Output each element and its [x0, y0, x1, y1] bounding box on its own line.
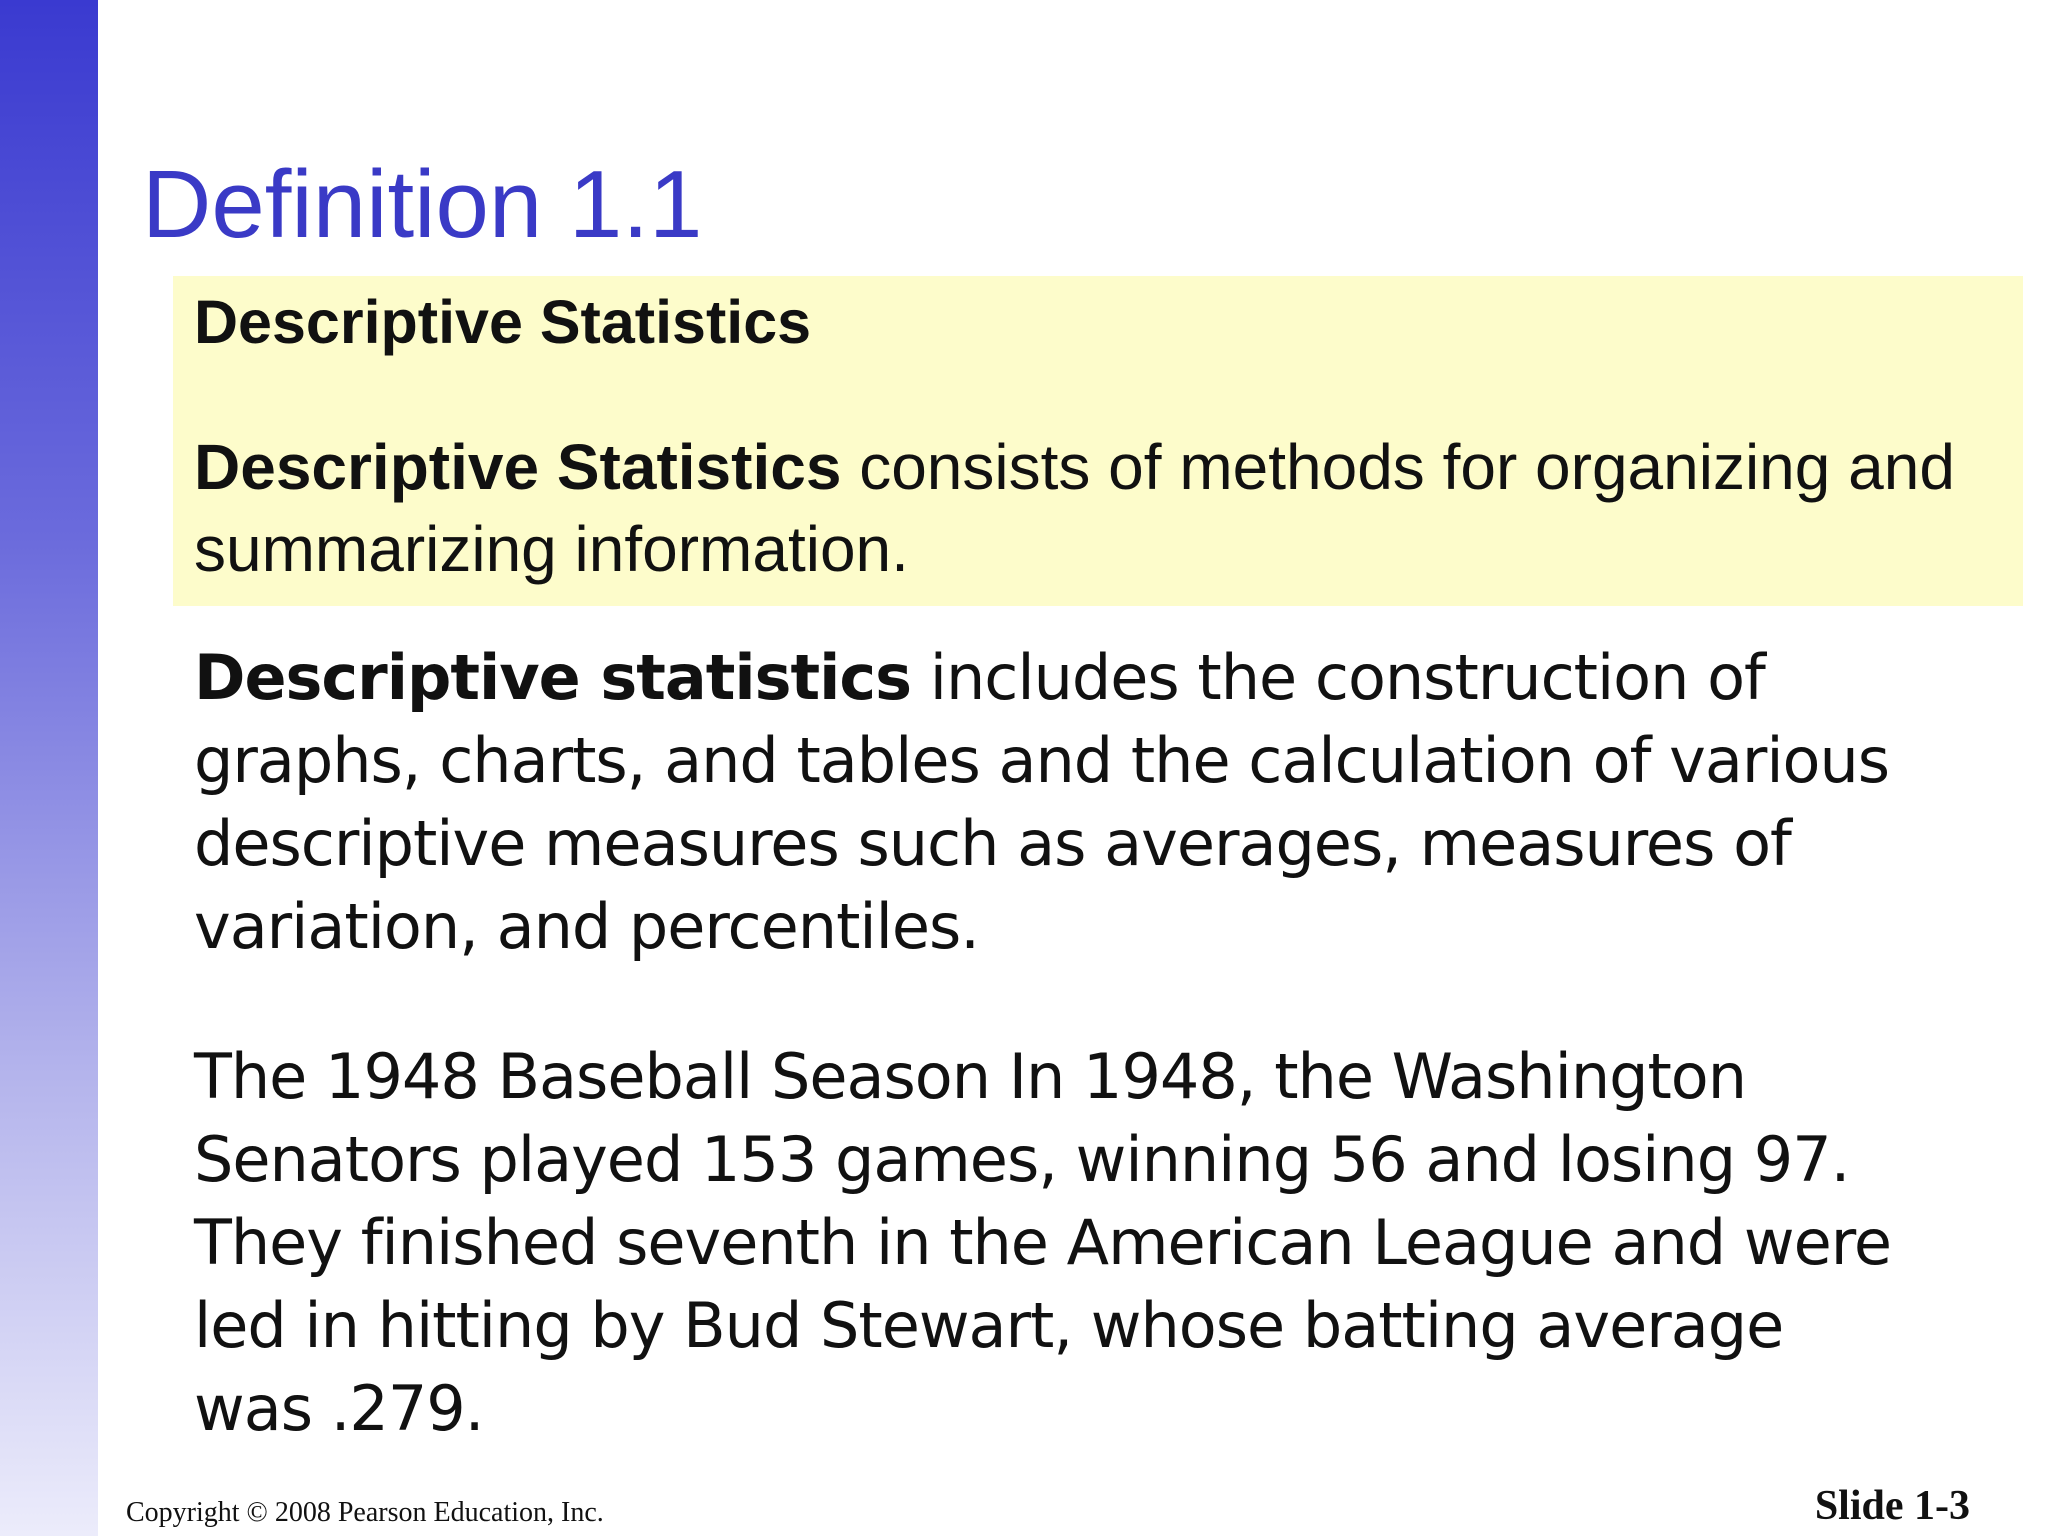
slide-number: Slide 1-3 — [1814, 1483, 1970, 1529]
sidebar-gradient-bar — [0, 0, 98, 1536]
definition-body: consists of methods for organizing and summarizing information. — [194, 431, 1955, 585]
descriptive-statistics-paragraph — [194, 636, 1894, 968]
slide-title: Definition 1.1 — [142, 151, 703, 258]
definition-term: Descriptive Statistics — [194, 431, 842, 503]
copyright-notice: Copyright © 2008 Pearson Education, Inc. — [126, 1497, 604, 1528]
baseball-example-paragraph: The 1948 Baseball Season In 1948, the Washington Senators played 153 games, winning 56 and losing 97. They finished seventh in the American League and were led in hitting by Bud Stewart, whose batting average was .279. — [194, 1040, 1891, 1445]
paragraph-body: includes the construction of graphs, charts, and tables and the calculation of various descriptive measures such as averages, measures of variation, and percentiles. — [194, 641, 1890, 963]
definition-text — [194, 426, 1994, 590]
definition-box — [173, 276, 2023, 606]
paragraph-term: Descriptive statistics — [194, 641, 912, 714]
definition-heading: Descriptive Statistics — [194, 288, 812, 356]
